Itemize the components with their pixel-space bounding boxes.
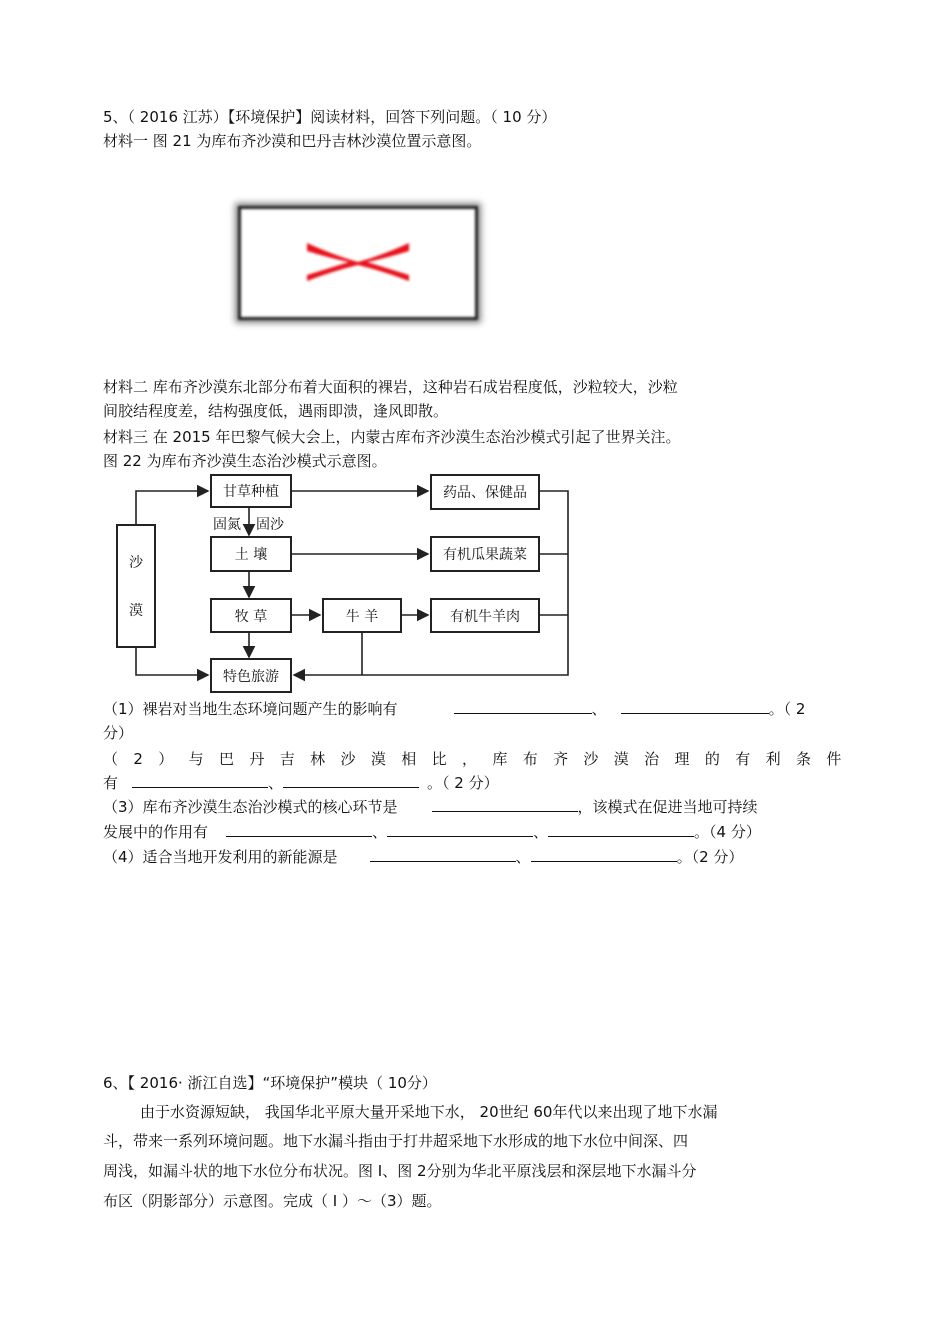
q5-question2-cont: 有 、 。（ 2 分） [103,774,499,792]
answer-blank[interactable] [454,699,592,714]
q5-material3-line1: 材料三 在 2015 年巴黎气候大会上，内蒙古库布齐沙漠生态治沙模式引起了世界关注。 [103,428,681,446]
broken-image-placeholder [238,206,478,320]
licorice-box: 甘草种植 [210,474,292,508]
pasture-box: 牧 草 [210,598,292,633]
desert-label-top: 沙 [129,555,143,571]
q6-paragraph-line4: 布区（阴影部分）示意图。完成（ Ⅰ ）～（3）题。 [103,1192,442,1210]
q5-material2-line2: 间胶结程度差，结构强度低，遇雨即溃，逢风即散。 [103,402,449,420]
q6-paragraph-line3: 周浅，如漏斗状的地下水位分布状况。图 Ⅰ、图 2分别为华北平原浅层和深层地下水漏斗分 [103,1162,697,1180]
q5-material1: 材料一 图 21 为库布齐沙漠和巴丹吉林沙漠位置示意图。 [103,132,482,150]
q5-question2: （ 2 ） 与 巴 丹 吉 林 沙 漠 相 比 ， 库 布 齐 沙 漠 治 理 的 有 利 条 件 [103,750,847,768]
q5-material2-line1: 材料二 库布齐沙漠东北部分布着大面积的裸岩，这种岩石成岩程度低，沙粒较大，沙粒 [103,378,678,396]
tourism-box: 特色旅游 [210,658,292,693]
broken-image-x-icon [303,237,413,287]
q5-header: 5、（ 2016 江苏）【环境保护】阅读材料，回答下列问题。（ 10 分） [103,108,557,126]
answer-blank[interactable] [132,773,268,788]
fix-nitrogen-label: 固氮 [213,517,241,533]
answer-blank[interactable] [621,699,769,714]
q6-header: 6、【 2016· 浙江自选】“环境保护”模块（ 10分） [103,1074,437,1092]
answer-blank[interactable] [370,847,516,862]
q5-question4: （4）适合当地开发利用的新能源是 、 。（2 分） [103,848,744,866]
medicine-box: 药品、保健品 [430,474,540,510]
q6-paragraph-line2: 斗，带来一系列环境问题。地下水漏斗指由于打井超采地下水形成的地下水位中间深、四 [103,1132,689,1150]
soil-box: 土 壤 [210,536,292,572]
desert-label-bottom: 漠 [129,603,143,619]
desert-box [116,524,156,648]
q5-question1-cont: 分） [103,724,134,742]
meat-box: 有机牛羊肉 [430,598,540,633]
answer-blank[interactable] [531,847,677,862]
q5-question3-cont: 发展中的作用有 、 、 。（4 分） [103,823,761,841]
answer-blank[interactable] [283,773,419,788]
answer-blank[interactable] [432,797,578,812]
answer-blank[interactable] [226,822,372,837]
q5-question3: （3）库布齐沙漠生态治沙模式的核心环节是 ，该模式在促进当地可持续 [103,798,758,816]
vegetables-box: 有机瓜果蔬菜 [430,536,540,572]
q5-material3-line2: 图 22 为库布齐沙漠生态治沙模式示意图。 [103,452,387,470]
answer-blank[interactable] [387,822,533,837]
q5-question1: （1）裸岩对当地生态环境问题产生的影响有 、 。（ 2 [103,700,806,718]
fix-sand-label: 固沙 [256,517,284,533]
answer-blank[interactable] [548,822,694,837]
q6-paragraph-line1: 由于水资源短缺， 我国华北平原大量开采地下水， 20世纪 60年代以来出现了地下水漏 [140,1103,718,1121]
cattle-box: 牛 羊 [322,598,402,633]
